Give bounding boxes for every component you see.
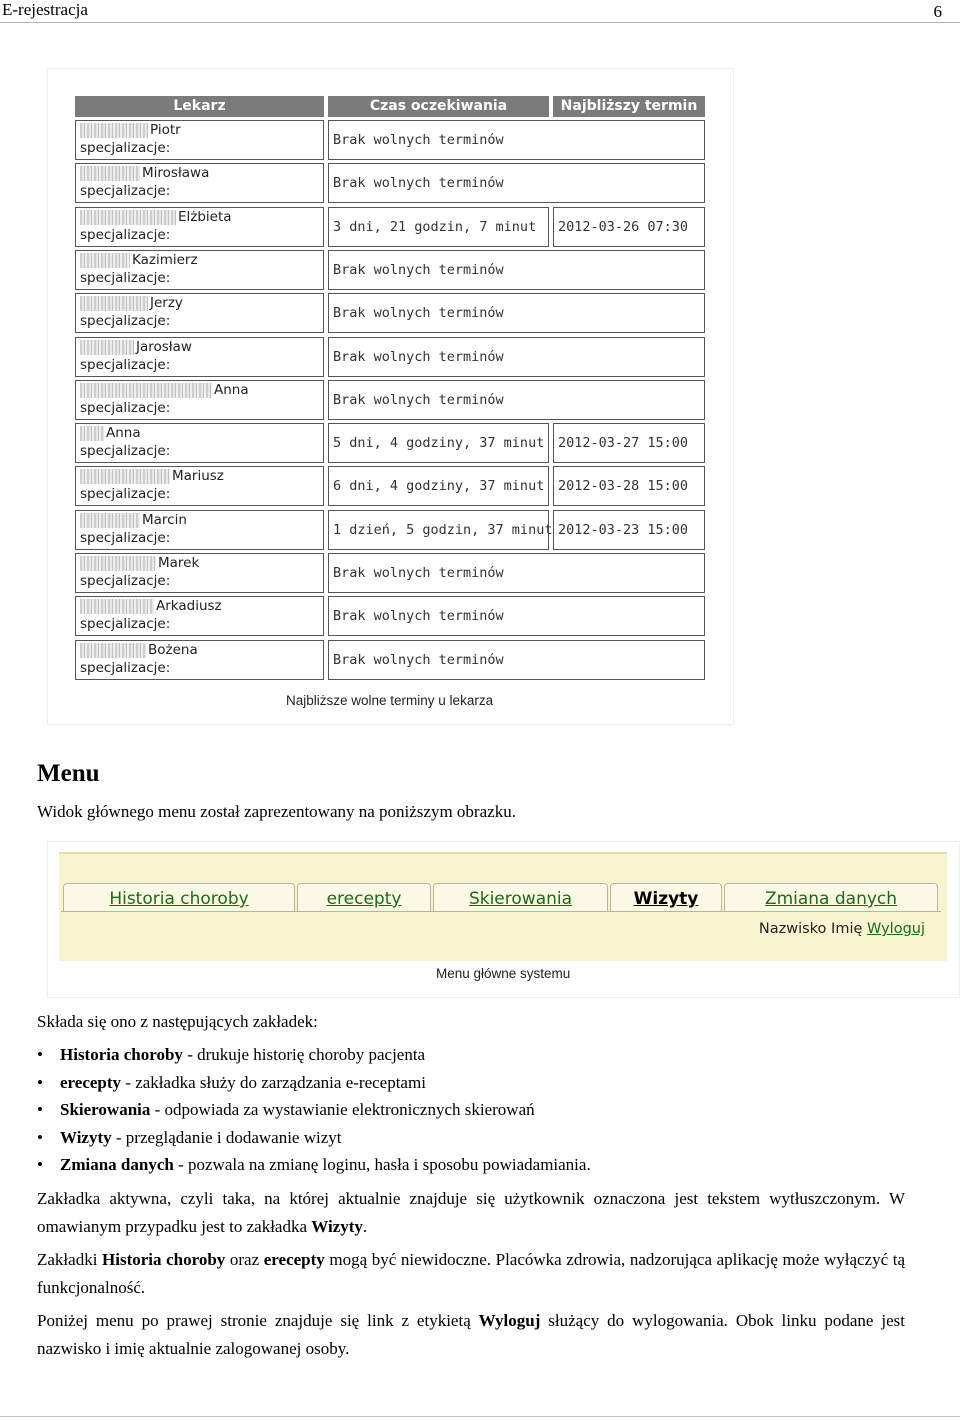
wait-time-cell xyxy=(328,293,705,333)
next-date-cell[interactable] xyxy=(553,423,705,463)
tab-historia-choroby[interactable]: Historia choroby xyxy=(63,883,295,912)
next-date-cell[interactable] xyxy=(553,207,705,247)
doctor-cell xyxy=(75,293,324,333)
list-item: • Zmiana danych - pozwala na zmianę loginu, hasła i sposobu powiadamiania. xyxy=(37,1151,591,1179)
wait-time: Brak wolnych terminów xyxy=(333,305,504,322)
page-number: 6 xyxy=(933,2,942,21)
redacted-surname xyxy=(80,383,212,398)
specialization-label: specjalizacje: xyxy=(80,183,171,200)
paragraph-active-tab: Zakładka aktywna, czyli taka, na której aktualnie znajduje się użytkownik oznaczona jest tekstem wytłuszczonym. W omawianym przypadku jest to zakładka Wizyty. xyxy=(37,1189,905,1236)
doctor-first-name[interactable]: Anna xyxy=(106,425,141,442)
user-name: Nazwisko Imię xyxy=(758,921,863,937)
page-header xyxy=(0,0,960,23)
wait-time-cell xyxy=(328,553,705,593)
paragraph-hidden-tabs: Zakładki Historia choroby oraz erecepty mogą być niewidoczne. Placówka zdrowia, nadzorująca aplikację może wyłączyć tą funkcjonalność. xyxy=(37,1250,905,1297)
wait-time-cell xyxy=(328,250,705,290)
wait-time-cell xyxy=(328,423,549,463)
wait-time: Brak wolnych terminów xyxy=(333,348,504,365)
table-row xyxy=(75,596,705,636)
feature-list xyxy=(37,1041,591,1179)
table-row xyxy=(75,250,705,290)
doctor-cell xyxy=(75,163,324,203)
figure-doctor-table xyxy=(47,68,734,725)
user-info xyxy=(759,921,925,937)
doctor-first-name[interactable]: Marek xyxy=(158,555,200,571)
wait-time: Brak wolnych terminów xyxy=(333,651,504,668)
wait-time: Brak wolnych terminów xyxy=(333,608,504,625)
list-intro: Składa się ono z następujących zakładek: xyxy=(37,1012,318,1031)
next-date-cell[interactable] xyxy=(553,466,705,506)
specialization-label: specjalizacje: xyxy=(80,313,171,330)
specialization-label: specjalizacje: xyxy=(80,356,171,373)
doctor-cell xyxy=(75,380,324,420)
specialization-label: specjalizacje: xyxy=(80,269,171,286)
specialization-label: specjalizacje: xyxy=(80,659,171,676)
table-row xyxy=(75,466,705,506)
tab-wizyty[interactable]: Wizyty xyxy=(610,883,722,912)
table-row xyxy=(75,207,705,247)
column-header-doctor: Lekarz xyxy=(75,96,324,117)
wait-time: Brak wolnych terminów xyxy=(333,261,504,278)
specialization-label: specjalizacje: xyxy=(80,443,171,460)
redacted-surname xyxy=(80,210,176,225)
specialization-label: specjalizacje: xyxy=(80,573,171,589)
doctor-cell xyxy=(75,466,324,506)
specialization-label: specjalizacje: xyxy=(80,616,171,633)
doctor-first-name[interactable]: Kazimierz xyxy=(132,251,198,268)
figure-caption: Menu główne systemu xyxy=(436,966,571,981)
tab-erecepty[interactable]: erecepty xyxy=(297,883,431,912)
wait-time-cell xyxy=(328,380,705,420)
table-row xyxy=(75,380,705,420)
doctor-cell xyxy=(75,337,324,377)
list-item: • erecepty - zakładka służy do zarządzania e-receptami xyxy=(37,1069,591,1097)
doctor-first-name[interactable]: Bożena xyxy=(148,641,198,658)
next-date[interactable]: 2012-03-27 15:00 xyxy=(558,435,689,452)
footer-rule xyxy=(0,1416,960,1417)
main-menu xyxy=(59,852,947,961)
tab-zmiana-danych[interactable]: Zmiana danych xyxy=(724,883,938,912)
wait-time: 1 dzień, 5 godzin, 37 minut xyxy=(333,521,553,538)
next-date[interactable]: 2012-03-28 15:00 xyxy=(558,478,689,495)
redacted-surname xyxy=(80,556,156,571)
table-row xyxy=(75,553,705,593)
doctor-first-name[interactable]: Jerzy xyxy=(150,295,183,312)
wait-time-cell xyxy=(328,120,705,160)
paragraph-logout: Poniżej menu po prawej stronie znajduje się link z etykietą Wyloguj służący do wylogowania. Obok linku podane jest nazwisko i imię aktualnie zalogowanej osoby. xyxy=(37,1311,905,1358)
next-date[interactable]: 2012-03-23 15:00 xyxy=(558,521,689,538)
doctor-cell xyxy=(75,640,324,680)
redacted-surname xyxy=(80,599,154,614)
redacted-surname xyxy=(80,513,140,528)
wait-time: Brak wolnych terminów xyxy=(333,175,504,192)
doctor-cell xyxy=(75,510,324,550)
wait-time: 5 dni, 4 godziny, 37 minut xyxy=(333,435,545,452)
doctor-first-name[interactable]: Mirosława xyxy=(142,165,210,182)
doctor-first-name[interactable]: Piotr xyxy=(150,122,181,138)
section-intro: Widok głównego menu został zaprezentowany na poniższym obrazku. xyxy=(37,802,516,821)
doctor-first-name[interactable]: Arkadiusz xyxy=(156,598,222,615)
wait-time-cell xyxy=(328,596,705,636)
tab-skierowania[interactable]: Skierowania xyxy=(433,883,608,912)
redacted-surname xyxy=(80,643,146,658)
tab-baseline xyxy=(61,911,941,912)
wait-time-cell xyxy=(328,466,549,506)
table-row xyxy=(75,337,705,377)
doctor-first-name[interactable]: Anna xyxy=(214,381,249,398)
doctor-cell xyxy=(75,596,324,636)
doctor-first-name[interactable]: Elżbieta xyxy=(178,208,232,225)
list-item: • Skierowania - odpowiada za wystawianie elektronicznych skierowań xyxy=(37,1096,591,1124)
figure-main-menu xyxy=(47,841,960,998)
table-row xyxy=(75,120,705,160)
list-item: • Historia choroby - drukuje historię choroby pacjenta xyxy=(37,1041,591,1069)
redacted-surname xyxy=(80,426,104,441)
specialization-label: specjalizacje: xyxy=(80,226,171,243)
table-row xyxy=(75,510,705,550)
specialization-label: specjalizacje: xyxy=(80,486,171,503)
doctor-cell xyxy=(75,250,324,290)
redacted-surname xyxy=(80,296,148,311)
column-header-next: Najbliższy termin xyxy=(553,96,705,117)
logout-link[interactable]: Wyloguj xyxy=(867,921,925,937)
doctor-cell xyxy=(75,553,324,593)
next-date[interactable]: 2012-03-26 07:30 xyxy=(558,218,689,235)
list-item: • Wizyty - przeglądanie i dodawanie wizyt xyxy=(37,1124,591,1152)
wait-time: 3 dni, 21 godzin, 7 minut xyxy=(333,218,537,235)
redacted-surname xyxy=(80,469,170,484)
wait-time: Brak wolnych terminów xyxy=(333,132,504,148)
table-row xyxy=(75,640,705,680)
wait-time-cell xyxy=(328,207,549,247)
redacted-surname xyxy=(80,253,130,268)
specialization-label: specjalizacje: xyxy=(80,399,171,416)
column-header-wait: Czas oczekiwania xyxy=(328,96,549,117)
specialization-label: specjalizacje: xyxy=(80,140,171,156)
doctor-cell xyxy=(75,207,324,247)
redacted-surname xyxy=(80,123,148,138)
doctor-cell xyxy=(75,120,324,160)
table-row xyxy=(75,293,705,333)
redacted-surname xyxy=(80,166,140,181)
section-heading: Menu xyxy=(37,760,100,787)
doctor-first-name[interactable]: Marcin xyxy=(142,511,187,528)
wait-time: Brak wolnych terminów xyxy=(333,565,504,581)
wait-time-cell xyxy=(328,337,705,377)
wait-time-cell xyxy=(328,510,553,550)
redacted-surname xyxy=(80,340,134,355)
table-row xyxy=(75,163,705,203)
next-date-cell[interactable] xyxy=(553,510,705,550)
specialization-label: specjalizacje: xyxy=(80,529,171,546)
doctor-first-name[interactable]: Mariusz xyxy=(172,468,224,485)
wait-time: 6 dni, 4 godziny, 37 minut xyxy=(333,478,545,495)
figure-caption: Najbliższe wolne terminy u lekarza xyxy=(286,693,494,708)
doctor-first-name[interactable]: Jarosław xyxy=(136,338,192,355)
doctor-cell xyxy=(75,423,324,463)
wait-time-cell xyxy=(328,163,705,203)
document-title: E-rejestracja xyxy=(2,0,88,19)
table-row xyxy=(75,423,705,463)
wait-time-cell xyxy=(328,640,705,680)
wait-time: Brak wolnych terminów xyxy=(333,391,504,408)
